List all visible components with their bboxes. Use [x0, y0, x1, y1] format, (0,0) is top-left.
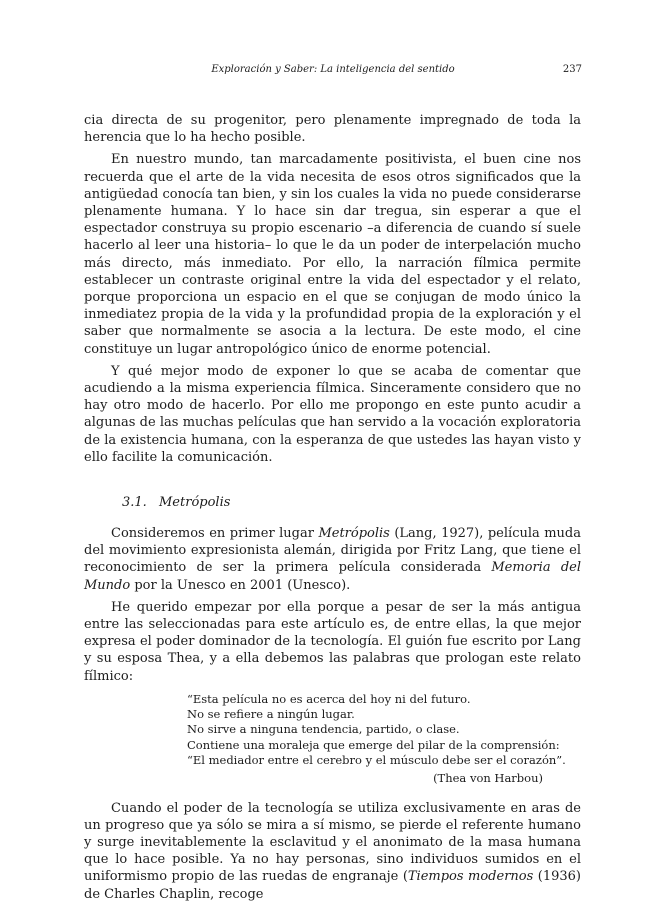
quote-line: “Esta película no es acerca del hoy ni del futuro. — [187, 691, 471, 706]
quote-line: “El mediador entre el cerebro y el músculo debe ser el corazón”. — [187, 753, 566, 768]
body-text — [84, 112, 581, 903]
text-run: Consideremos en primer lugar — [111, 526, 319, 542]
quote-line: No sirve a ninguna tendencia, partido, o clase. — [187, 722, 460, 737]
section-number: 3.1. — [122, 495, 147, 511]
text-run: (1936) de Charles Chaplin, recoge — [84, 869, 581, 902]
text-run: (Lang, 1927), película muda del movimiento expresionista alemán, dirigida por Fritz Lang, que tiene el reconocimiento de ser la primera película considerada — [84, 526, 581, 576]
running-title: Exploración y Saber: La inteligencia del sentido — [211, 64, 455, 75]
film-title: Tiempos modernos — [407, 869, 534, 885]
paragraph: cia directa de su progenitor, pero plenamente impregnado de toda la herencia que lo ha hecho posible. — [84, 113, 581, 146]
section-heading — [122, 494, 581, 511]
paragraph — [84, 525, 581, 594]
paragraph: En nuestro mundo, tan marcadamente positivista, el buen cine nos recuerda que el arte de la vida necesita de esos otros significados que la antigüedad conocía tan bien, y sin los cuales la vida no puede considerarse plenamente humana. Y lo hace sin dar tregua, sin esperar a que el espectador construya su propio escenario –a diferencia de cuando sí suele hacerlo al leer una historia– lo que le da un poder de interpelación mucho más directo, más inmediato. Por ello, la narración fílmica permite establecer un contraste original entre la vida del espectador y el relato, porque proporciona un espacio en el que se conjugan de modo único la inmediatez propia de la vida y la profundidad propia de la exploración y el saber que normalmente se asocia a la lectura. De este modo, el cine constituye un lugar antropológico único de enorme potencial. — [84, 152, 581, 357]
film-title: Memoria del Mundo — [84, 560, 581, 593]
quote-line: Contiene una moraleja que emerge del pilar de la comprensión: — [187, 737, 560, 752]
film-title: Metrópolis — [318, 526, 390, 542]
text-run: Cuando el poder de la tecnología se utiliza exclusivamente en aras de un progreso que ya sólo se mira a sí mismo, se pierde el referente humano y surge inevitablemente la esclavitud y el anonimato de la masa humana que lo hace posible. Ya no hay personas, sino individuos sumidos en el uniformismo propio de las ruedas de engranaje ( — [84, 800, 581, 885]
page-number: 237 — [562, 64, 582, 75]
quote-attribution: (Thea von Harbou) — [433, 771, 543, 786]
running-header — [84, 63, 582, 77]
paragraph: Y qué mejor modo de exponer lo que se acaba de comentar que acudiendo a la misma experiencia fílmica. Sinceramente considero que no hay otro modo de hacerlo. Por ello me propongo en este punto acudir a algunas de las muchas películas que han servido a la vocación exploratoria de la existencia humana, con la esperanza de que ustedes las hayan visto y ello facilite la comunicación. — [84, 363, 581, 465]
paragraph — [84, 800, 581, 903]
section-title: Metrópolis — [159, 495, 231, 511]
block-quote — [187, 691, 566, 787]
quote-line: No se refiere a ningún lugar. — [187, 707, 355, 722]
text-run: por la Unesco en 2001 (Unesco). — [130, 577, 351, 593]
paragraph: He querido empezar por ella porque a pesar de ser la más antigua entre las seleccionadas para este artículo es, de entre ellas, la que mejor expresa el poder dominador de la tecnología. El guión fue escrito por Lang y su esposa Thea, y a ella debemos las palabras que prologan este relato fílmico: — [84, 599, 581, 684]
